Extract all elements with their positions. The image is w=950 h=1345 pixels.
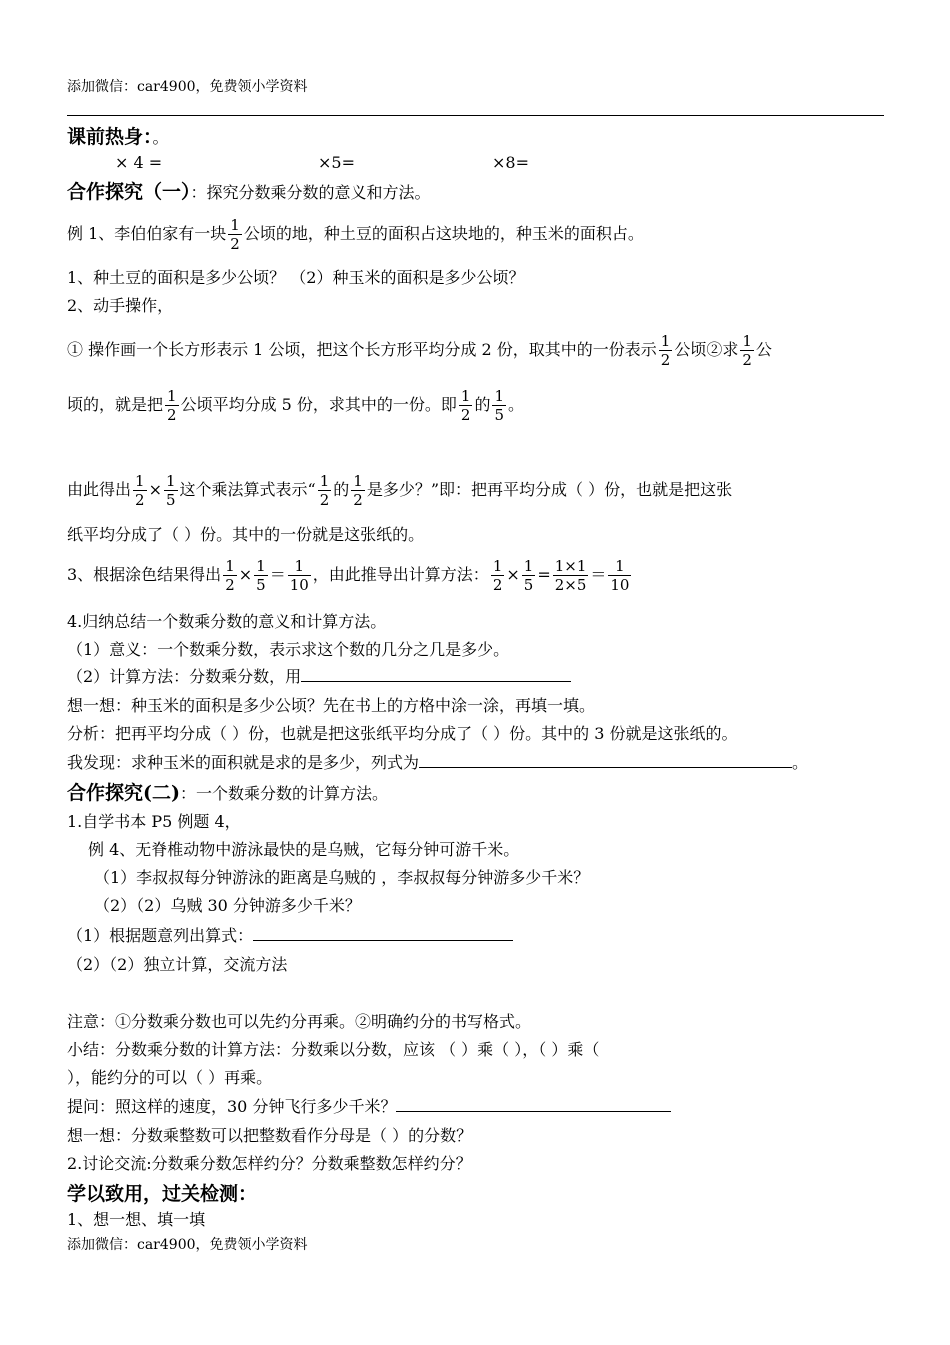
explore1-heading: [67, 180, 431, 204]
operation-2-text-b: 公顷平均分成 5 份，求其中的一份。即: [180, 395, 457, 414]
answer-blank[interactable]: [301, 681, 571, 682]
example-4-question-1: （1）李叔叔每分钟游泳的距离是乌贼的 ，李叔叔每分钟游多少千米？: [94, 868, 590, 887]
note-text: 注意：①分数乘分数也可以先约分再乘。②明确约分的书写格式。: [67, 1012, 532, 1031]
denominator: 2: [460, 406, 471, 424]
think-2-text: 想一想：分数乘整数可以把整数看作分母是（ ）的分数？: [67, 1126, 473, 1145]
operation-1: [67, 332, 772, 369]
equals-sign: =: [537, 565, 551, 584]
denominator: 2: [319, 491, 330, 509]
denominator: 2: [225, 576, 235, 594]
derivation-text-b: 这个乘法算式表示“: [179, 480, 316, 499]
fraction-half: [740, 332, 754, 369]
fraction-half: [133, 472, 147, 509]
numerator: 1: [353, 472, 363, 490]
fraction-half: [228, 216, 242, 253]
practice-title: [67, 1182, 257, 1206]
footer-text: 添加微信：car4900，免费领小学资料: [67, 1237, 308, 1253]
fraction-fifth: [254, 557, 268, 594]
warmup-item-3: ×8=: [492, 153, 529, 172]
warmup-item-1: × 4 =: [115, 153, 163, 172]
warmup-title: 课前热身：: [67, 126, 153, 148]
equals-sign: ＝: [269, 565, 286, 584]
derivation-text-c: 的: [333, 480, 350, 499]
numerator: 1×1: [554, 557, 587, 575]
coloring-result: [67, 557, 633, 594]
answer-blank[interactable]: [419, 767, 792, 768]
fraction-half: [165, 387, 179, 424]
numerator: 1: [165, 472, 176, 490]
denominator: 2: [742, 351, 752, 369]
denominator: 2: [492, 576, 503, 594]
denominator: 10: [610, 576, 630, 594]
answer-blank[interactable]: [253, 940, 513, 941]
fraction-tenth: [608, 557, 631, 594]
times-sign: ×: [506, 565, 520, 584]
numerator: 1: [319, 472, 330, 490]
fraction-half: [223, 557, 237, 594]
step-1-line: [67, 926, 513, 946]
summary-heading: 4.归纳总结一个数乘分数的意义和计算方法。: [67, 612, 387, 631]
derivation-2: 纸平均分成了（ ）份。其中的一份就是这张纸的。: [67, 525, 425, 544]
derivation-text-d: 是多少？”即：把再平均分成（ ）份，也就是把这张: [366, 480, 733, 499]
found-end: 。: [792, 753, 809, 772]
denominator: 2: [135, 491, 145, 509]
numerator: 1: [167, 387, 177, 405]
answer-blank[interactable]: [396, 1111, 671, 1112]
fraction-fifth: [522, 557, 536, 594]
example-1-text-b: 公顷的地，种土豆的面积占这块地的，种玉米的面积占。: [243, 224, 644, 243]
numerator: 1: [135, 472, 145, 490]
explore1-title: 合作探究（一）: [67, 181, 191, 203]
denominator: 2: [230, 235, 240, 253]
numerator: 1: [288, 557, 311, 576]
denominator: 2×5: [554, 576, 587, 594]
fraction-half: [459, 387, 473, 424]
fraction-half: [491, 557, 505, 594]
operation-2-text-a: 顷的，就是把: [67, 395, 164, 414]
denominator: 5: [494, 406, 505, 424]
denominator: 5: [256, 576, 266, 594]
step-2-text: （2）（2）独立计算，交流方法: [67, 955, 288, 974]
explore2-heading: [67, 781, 388, 805]
numerator: 1: [492, 557, 503, 575]
self-study-text: 1.自学书本 P5 例题 4，: [67, 812, 241, 831]
denominator: 5: [523, 576, 534, 594]
operation-2: [67, 387, 524, 424]
coloring-text-a: 3、根据涂色结果得出: [67, 565, 222, 584]
fraction-half: [351, 472, 365, 509]
denominator: 5: [165, 491, 176, 509]
fraction-half: [659, 332, 673, 369]
warmup-dot: 。: [152, 128, 169, 147]
times-sign: ×: [148, 480, 162, 499]
think-text: 想一想：种玉米的面积是多少公顷？先在书上的方格中涂一涂，再填一填。: [67, 696, 596, 715]
found-text: 我发现：求种玉米的面积就是求的是多少，列式为: [67, 753, 420, 772]
question-2: 2、动手操作，: [67, 296, 174, 315]
example-4-text: 例 4、无脊椎动物中游泳最快的是乌贼，它每分钟可游千米。: [88, 840, 520, 859]
numerator: 1: [660, 332, 671, 350]
conclusion-text: 小结：分数乘分数的计算方法：分数乘以分数，应该 （ ）乘（ ），（ ）乘（: [67, 1040, 600, 1059]
denominator: 2: [167, 406, 177, 424]
denominator: 2: [353, 491, 363, 509]
numerator: 1: [523, 557, 534, 575]
numerator: 1: [494, 387, 505, 405]
explore2-title: 合作探究(二): [67, 782, 180, 804]
example-4-question-2: （2）（2）乌贼 30 分钟游多少千米？: [94, 896, 361, 915]
practice-item-1: 1、想一想、填一填: [67, 1210, 206, 1229]
numerator: 1: [742, 332, 752, 350]
example-1-text-a: 例 1、李伯伯家有一块: [67, 224, 227, 243]
numerator: 1: [225, 557, 235, 575]
numerator: 1: [608, 557, 631, 576]
analysis-text: 分析：把再平均分成（ ）份，也就是把这张纸平均分成了（ ）份。其中的 3 份就是这张纸的。: [67, 724, 738, 743]
fraction-fifth: [164, 472, 178, 509]
denominator: 10: [289, 576, 309, 594]
derivation-text-a: 由此得出: [67, 480, 132, 499]
operation-2-text-c: 的: [474, 395, 491, 414]
practice-title-text: 学以致用，过关检测：: [67, 1183, 258, 1205]
meaning-text: （1）意义：一个数乘分数，表示求这个数的几分之几是多少。: [67, 640, 510, 659]
numerator: 1: [460, 387, 471, 405]
warmup-heading: [67, 125, 169, 149]
equals-sign: ＝: [590, 565, 607, 584]
operation-1-text-c: 公: [755, 340, 772, 359]
explore2-subtitle: ：一个数乘分数的计算方法。: [179, 784, 388, 803]
method-line: [67, 667, 571, 687]
fraction-fifth: [492, 387, 506, 424]
ask-text: 提问：照这样的速度，30 分钟飞行多少千米？: [67, 1097, 397, 1116]
warmup-item-2: ×5=: [318, 153, 355, 172]
question-1: 1、种土豆的面积是多少公顷？ （2）种玉米的面积是多少公顷？: [67, 268, 525, 287]
fraction-half: [318, 472, 332, 509]
operation-1-text-a: ① 操作画一个长方形表示 1 公顷，把这个长方形平均分成 2 份，取其中的一份表示: [67, 340, 657, 359]
fraction-product: [553, 557, 589, 594]
header-text: 添加微信：car4900，免费领小学资料: [67, 79, 308, 95]
derivation: [67, 472, 732, 509]
ask-line: [67, 1097, 671, 1117]
header-rule: [67, 115, 884, 116]
operation-1-text-b: 公顷②求: [674, 340, 739, 359]
times-sign: ×: [238, 565, 253, 584]
step-1-text: （1）根据题意列出算式：: [67, 926, 254, 945]
explore1-subtitle: ：探究分数乘分数的意义和方法。: [190, 183, 431, 202]
fraction-tenth: [288, 557, 311, 594]
found-line: [67, 753, 808, 773]
denominator: 2: [660, 351, 671, 369]
discuss-text: 2.讨论交流:分数乘分数怎样约分？分数乘整数怎样约分？: [67, 1154, 472, 1173]
operation-2-text-d: 。: [508, 395, 525, 414]
conclusion-text-2: ），能约分的可以（ ）再乘。: [67, 1068, 273, 1087]
example-1: [67, 216, 644, 253]
coloring-text-b: ，由此推导出计算方法：: [312, 565, 489, 584]
numerator: 1: [256, 557, 266, 575]
numerator: 1: [230, 216, 240, 234]
method-text: （2）计算方法：分数乘分数，用: [67, 667, 302, 686]
